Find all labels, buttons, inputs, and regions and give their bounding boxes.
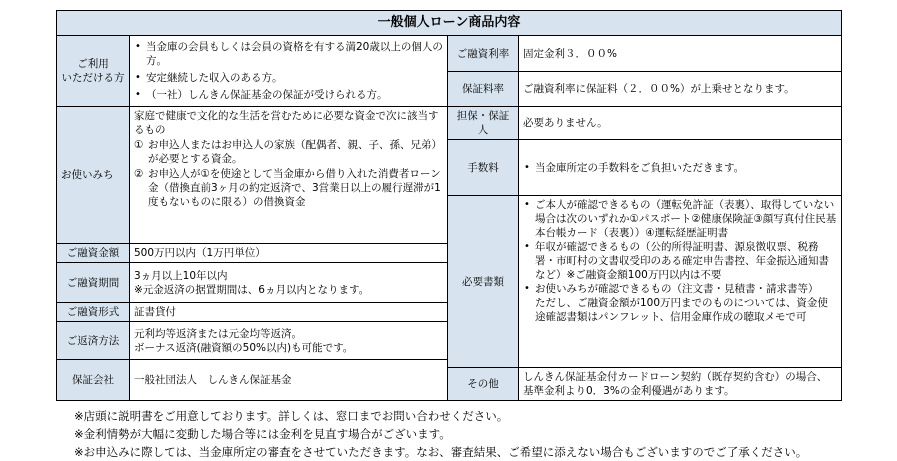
documents-item: • お使いみちが確認できるもの（注文書・見積書・請求書等） [523, 282, 837, 296]
footnotes [56, 407, 841, 461]
documents-list [523, 198, 837, 296]
interest-rate-label: ご融資利率 [448, 36, 519, 72]
format-value: 証書貸付 [130, 303, 448, 322]
repayment-content [130, 322, 448, 360]
documents-item: • 年収が確認できるもの（公的所得証明書、源泉徴収票、税務署・市町村の文書収受印のある確定申告書控、年金振込通知書など）※ご融資金額100万円以内は不要 [523, 240, 837, 282]
amount-label: ご融資金額 [57, 244, 130, 263]
repayment-line-1: 元利均等返済または元金均等返済。 [134, 327, 302, 340]
footnote: ※店頭に説明書をご用意しております。詳しくは、窓口までお問い合わせください。 [74, 409, 509, 423]
eligibility-content [130, 36, 448, 107]
documents-extra: ただし、ご融資金額が100万円までのものについては、資金使途確認書類はパンフレット、信用金庫作成の聴取メモで可 [535, 297, 828, 323]
eligibility-list [134, 40, 443, 102]
period-value: 3ヵ月以上10年以内 [134, 269, 228, 282]
fees-label: 手数料 [448, 140, 519, 196]
documents-item: • ご本人が確認できるもの（運転免許証（表裏）、取得していない場合は次のいずれか①パスポート②健康保険証③顔写真付住民基本台帳カード（表裏））④運転経歴証明書 [523, 198, 837, 240]
table-title: 一般個人ローン商品内容 [57, 11, 842, 36]
fees-item: • 当金庫所定の手数料をご負担いただきます。 [523, 161, 837, 175]
product-details-sheet [56, 10, 841, 461]
usage-item-1: ① お申込人またはお申込人の家族（配偶者、親、子、孫、兄弟）が必要とする資金。 [134, 139, 442, 165]
repayment-line-2: ボーナス返済(融資額の50%以内)も可能です。 [134, 341, 354, 354]
loan-product-table [56, 10, 842, 401]
amount-value: 500万円以内（1万円単位） [130, 244, 448, 263]
guarantor-label: 保証会社 [57, 360, 130, 401]
usage-label: お使いみち [57, 107, 130, 244]
interest-rate-value: 固定金利３．００% [519, 36, 842, 72]
collateral-value: 必要ありません。 [519, 107, 842, 140]
period-label: ご融資期間 [57, 263, 130, 303]
period-content [130, 263, 448, 303]
eligibility-label: ご利用 いただける方 [57, 36, 130, 107]
documents-content [519, 196, 842, 368]
usage-intro: 家庭で健康で文化的な生活を営むために必要な資金で次に該当するもの [134, 110, 439, 136]
format-label: ご融資形式 [57, 303, 130, 322]
fees-content [519, 140, 842, 196]
repayment-label: ご返済方法 [57, 322, 130, 360]
guarantee-fee-value: ご融資利率に保証料（２．００%）が上乗せとなります。 [519, 72, 842, 107]
guarantee-fee-label: 保証料率 [448, 72, 519, 107]
period-note: ※元金返済の据置期間は、6ヵ月以内となります。 [134, 283, 370, 296]
usage-item-2: ② お申込人が①を使途として当金庫から借り入れた消費者ローン金（借換直前3ヶ月の約定返済で、3営業日以上の履行遅滞が1度もないものに限る）の借換資金 [134, 168, 441, 208]
other-label: その他 [448, 368, 519, 401]
guarantor-value: 一般社団法人 しんきん保証基金 [130, 360, 448, 401]
eligibility-item: • 当金庫の会員もしくは会員の資格を有する満20歳以上の個人の方。 [134, 40, 443, 68]
collateral-label: 担保・保証人 [448, 107, 519, 140]
other-value: しんきん保証基金付カードローン契約（既存契約含む）の場合、基準金利より0．3%の金利優遇があります。 [519, 368, 842, 401]
eligibility-item: • （一社）しんきん保証基金の保証が受けられる方。 [134, 88, 443, 102]
eligibility-item: • 安定継続した収入のある方。 [134, 71, 443, 85]
fees-list [523, 161, 837, 175]
usage-content [130, 107, 448, 244]
footnote: ※金利情勢が大幅に変動した場合等には金利を見直す場合がございます。 [74, 427, 451, 441]
documents-label: 必要書類 [448, 196, 519, 368]
footnote: ※お申込みに際しては、当金庫所定の審査をさせていただきます。なお、審査結果、ご希望に添えない場合もございますのでご了承ください。 [74, 445, 808, 459]
